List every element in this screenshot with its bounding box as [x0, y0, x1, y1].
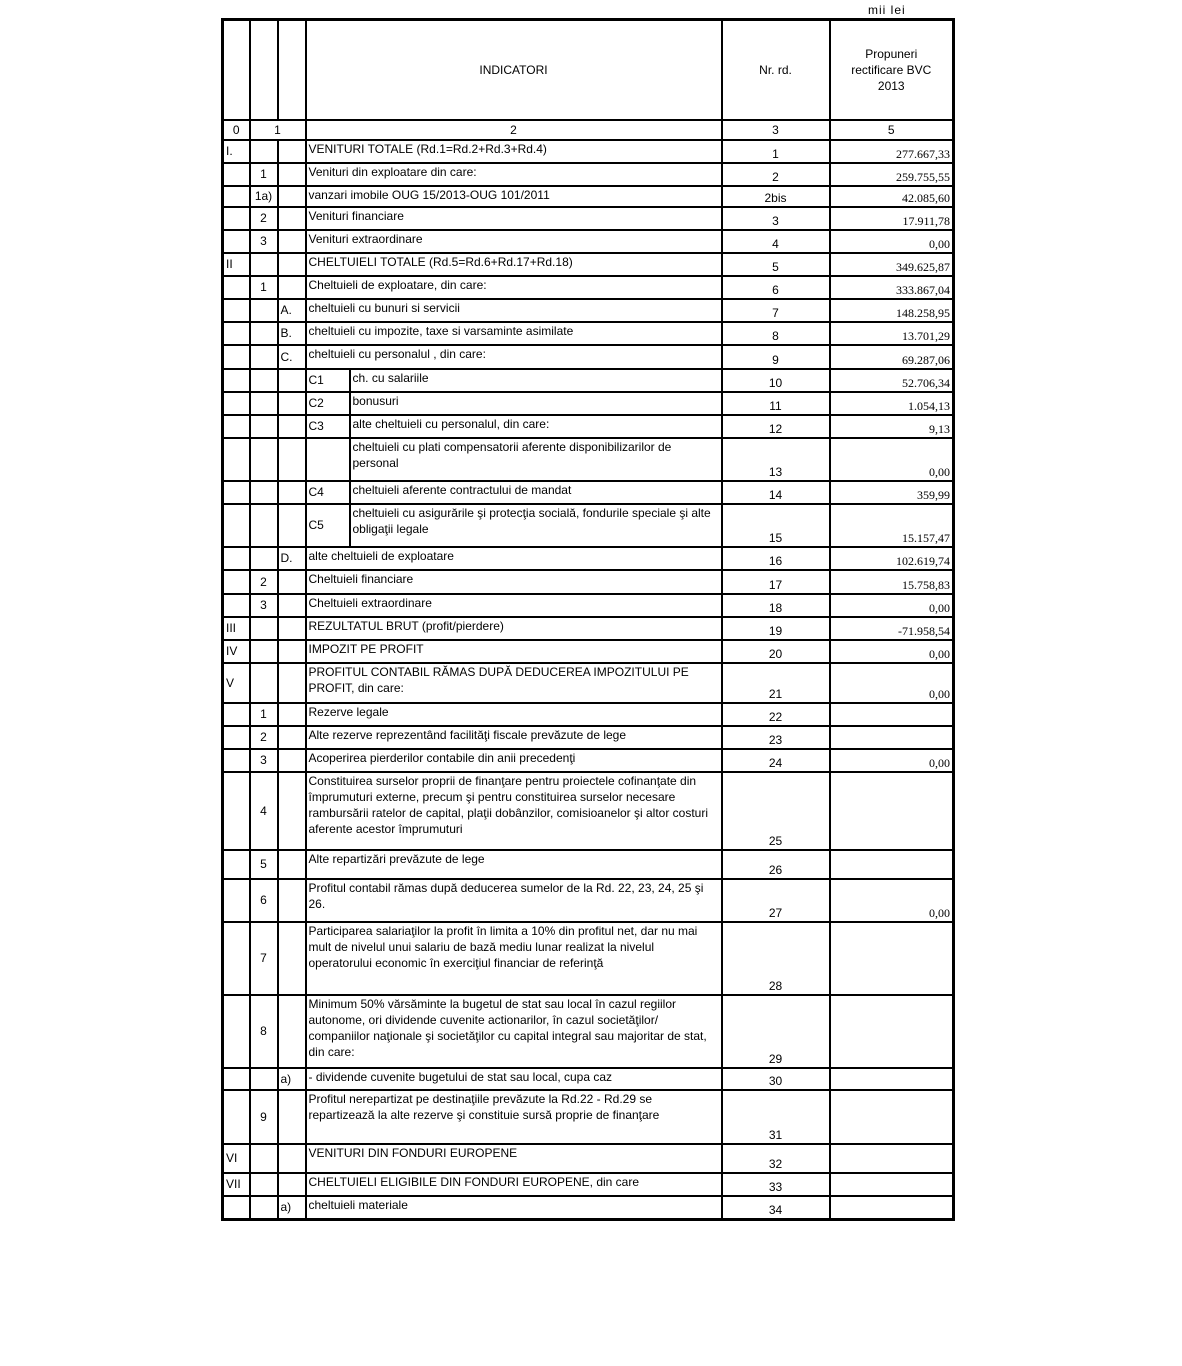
column-number: 5 [830, 120, 954, 140]
row-number-cell: 2bis [722, 186, 830, 207]
value-cell: 349.625,87 [830, 253, 954, 276]
section-number-cell [223, 276, 250, 299]
item-number-cell [250, 1068, 278, 1090]
section-number-cell [223, 1090, 250, 1144]
table-row [223, 504, 954, 547]
subitem-letter-cell [278, 163, 306, 186]
row-number-cell: 33 [722, 1173, 830, 1196]
item-number-cell [250, 547, 278, 570]
section-number-cell [223, 995, 250, 1068]
subitem-letter-cell: a) [278, 1196, 306, 1220]
value-cell: -71.958,54 [830, 617, 954, 640]
indicator-text-cell: Alte repartizări prevăzute de lege [306, 850, 722, 879]
item-number-cell: 9 [250, 1090, 278, 1144]
table-row [223, 392, 954, 415]
subitem-letter-cell [278, 703, 306, 726]
section-number-cell [223, 504, 250, 547]
section-number-cell [223, 345, 250, 369]
header-indicators: INDICATORI [306, 20, 722, 120]
indicator-text-cell: cheltuieli cu impozite, taxe si varsaminte asimilate [306, 322, 722, 345]
table-row [223, 481, 954, 504]
value-cell: 0,00 [830, 879, 954, 922]
table-row [223, 1090, 954, 1144]
indicator-text-cell: Minimum 50% vărsăminte la bugetul de stat sau local în cazul regiilor autonome, ori dividende cuvenite actionarilor, în cazul societăţilor/ companiilor naţionale şi societăţilor cu capital integral sau majoritar de stat, din care: [306, 995, 722, 1068]
row-number-cell: 28 [722, 922, 830, 995]
subitem-letter-cell [278, 749, 306, 772]
row-number-cell: 14 [722, 481, 830, 504]
value-cell: 0,00 [830, 663, 954, 703]
row-number-cell: 16 [722, 547, 830, 570]
subitem-letter-cell: A. [278, 299, 306, 322]
section-number-cell: I. [223, 140, 250, 163]
subitem-letter-cell [278, 922, 306, 995]
subitem-letter-cell [278, 230, 306, 253]
section-number-cell: VII [223, 1173, 250, 1196]
subitem-letter-cell [278, 438, 306, 481]
row-number-cell: 29 [722, 995, 830, 1068]
sub-code-cell: C2 [306, 392, 350, 415]
item-number-cell [250, 640, 278, 663]
value-cell: 69.287,06 [830, 345, 954, 369]
row-number-cell: 2 [722, 163, 830, 186]
section-number-cell [223, 1068, 250, 1090]
section-number-cell [223, 547, 250, 570]
subitem-letter-cell [278, 617, 306, 640]
value-cell [830, 995, 954, 1068]
section-number-cell [223, 207, 250, 230]
column-number: 1 [250, 120, 306, 140]
indicator-text-cell: Participarea salariaţilor la profit în limita a 10% din profitul net, dar nu mai mult de nivelul unui salariu de bază mediu lunar realizat la nivelul operatorului economic în exerciţiul financiar de referinţă [306, 922, 722, 995]
value-cell [830, 726, 954, 749]
value-cell [830, 772, 954, 850]
table-row [223, 570, 954, 594]
row-number-cell: 15 [722, 504, 830, 547]
indicator-text-cell: IMPOZIT PE PROFIT [306, 640, 722, 663]
indicator-text-cell: CHELTUIELI TOTALE (Rd.5=Rd.6+Rd.17+Rd.18) [306, 253, 722, 276]
subitem-letter-cell [278, 207, 306, 230]
section-number-cell [223, 392, 250, 415]
indicator-text-cell: CHELTUIELI ELIGIBILE DIN FONDURI EUROPENE, din care [306, 1173, 722, 1196]
table-row [223, 1173, 954, 1196]
table-row [223, 207, 954, 230]
section-number-cell [223, 922, 250, 995]
table-row [223, 253, 954, 276]
indicator-text-cell: Acoperirea pierderilor contabile din anii precedenţi [306, 749, 722, 772]
item-number-cell: 5 [250, 850, 278, 879]
value-cell [830, 703, 954, 726]
item-number-cell: 2 [250, 726, 278, 749]
section-number-cell [223, 879, 250, 922]
table-row [223, 547, 954, 570]
value-cell [830, 1173, 954, 1196]
value-cell: 0,00 [830, 230, 954, 253]
column-number: 3 [722, 120, 830, 140]
header-blank-2 [278, 20, 306, 120]
row-number-cell: 17 [722, 570, 830, 594]
row-number-cell: 30 [722, 1068, 830, 1090]
table-row [223, 299, 954, 322]
header-blank-0 [223, 20, 250, 120]
indicator-text-cell: Rezerve legale [306, 703, 722, 726]
table-row [223, 322, 954, 345]
section-number-cell: V [223, 663, 250, 703]
item-number-cell [250, 481, 278, 504]
section-number-cell [223, 163, 250, 186]
subitem-letter-cell [278, 504, 306, 547]
row-number-cell: 20 [722, 640, 830, 663]
value-cell: 42.085,60 [830, 186, 954, 207]
item-number-cell: 3 [250, 749, 278, 772]
subitem-letter-cell [278, 879, 306, 922]
table-row [223, 276, 954, 299]
table-row [223, 772, 954, 850]
subitem-letter-cell [278, 481, 306, 504]
subitem-letter-cell [278, 570, 306, 594]
indicator-text-cell: ch. cu salariile [350, 369, 722, 392]
sub-code-cell: C1 [306, 369, 350, 392]
item-number-cell: 1 [250, 163, 278, 186]
table-row [223, 345, 954, 369]
value-cell: 277.667,33 [830, 140, 954, 163]
item-number-cell [250, 253, 278, 276]
header-blank-1 [250, 20, 278, 120]
indicator-text-cell: vanzari imobile OUG 15/2013-OUG 101/2011 [306, 186, 722, 207]
item-number-cell: 6 [250, 879, 278, 922]
indicator-text-cell: Alte rezerve reprezentând facilităţi fiscale prevăzute de lege [306, 726, 722, 749]
row-number-cell: 4 [722, 230, 830, 253]
subitem-letter-cell [278, 772, 306, 850]
item-number-cell [250, 369, 278, 392]
row-number-cell: 7 [722, 299, 830, 322]
sub-code-cell [306, 438, 350, 481]
section-number-cell [223, 726, 250, 749]
table-row [223, 1068, 954, 1090]
table-row [223, 995, 954, 1068]
section-number-cell: II [223, 253, 250, 276]
table-row [223, 703, 954, 726]
subitem-letter-cell [278, 186, 306, 207]
item-number-cell [250, 663, 278, 703]
item-number-cell [250, 140, 278, 163]
value-cell: 148.258,95 [830, 299, 954, 322]
indicator-text-cell: VENITURI TOTALE (Rd.1=Rd.2+Rd.3+Rd.4) [306, 140, 722, 163]
indicator-text-cell: cheltuieli cu plati compensatorii aferente disponibilizarilor de personal [350, 438, 722, 481]
subitem-letter-cell [278, 726, 306, 749]
subitem-letter-cell [278, 1090, 306, 1144]
row-number-cell: 32 [722, 1144, 830, 1173]
item-number-cell: 4 [250, 772, 278, 850]
section-number-cell [223, 186, 250, 207]
indicator-text-cell: Profitul contabil rămas după deducerea sumelor de la Rd. 22, 23, 24, 25 şi 26. [306, 879, 722, 922]
subitem-letter-cell: D. [278, 547, 306, 570]
indicator-text-cell: - dividende cuvenite bugetului de stat sau local, cupa caz [306, 1068, 722, 1090]
sub-code-cell: C3 [306, 415, 350, 438]
item-number-cell [250, 504, 278, 547]
section-number-cell [223, 415, 250, 438]
section-number-cell [223, 481, 250, 504]
value-cell: 1.054,13 [830, 392, 954, 415]
subitem-letter-cell: C. [278, 345, 306, 369]
value-cell [830, 1090, 954, 1144]
subitem-letter-cell: B. [278, 322, 306, 345]
value-cell [830, 1068, 954, 1090]
header-row-number: Nr. rd. [722, 20, 830, 120]
table-row [223, 415, 954, 438]
value-cell: 0,00 [830, 594, 954, 617]
row-number-cell: 3 [722, 207, 830, 230]
subitem-letter-cell [278, 1144, 306, 1173]
section-number-cell [223, 594, 250, 617]
value-cell [830, 850, 954, 879]
sub-code-cell: C4 [306, 481, 350, 504]
item-number-cell: 1a) [250, 186, 278, 207]
indicator-text-cell: Venituri din exploatare din care: [306, 163, 722, 186]
section-number-cell [223, 1196, 250, 1220]
row-number-cell: 24 [722, 749, 830, 772]
indicator-text-cell: cheltuieli cu personalul , din care: [306, 345, 722, 369]
value-cell: 13.701,29 [830, 322, 954, 345]
table-row [223, 640, 954, 663]
header-proposal: Propuneri rectificare BVC 2013 [830, 20, 954, 120]
section-number-cell: III [223, 617, 250, 640]
item-number-cell [250, 1196, 278, 1220]
indicator-text-cell: alte cheltuieli de exploatare [306, 547, 722, 570]
item-number-cell: 3 [250, 230, 278, 253]
row-number-cell: 23 [722, 726, 830, 749]
value-cell [830, 1144, 954, 1173]
item-number-cell: 2 [250, 207, 278, 230]
table-row [223, 850, 954, 879]
column-number: 0 [223, 120, 250, 140]
subitem-letter-cell [278, 594, 306, 617]
indicator-text-cell: cheltuieli materiale [306, 1196, 722, 1220]
row-number-cell: 13 [722, 438, 830, 481]
subitem-letter-cell [278, 140, 306, 163]
item-number-cell: 7 [250, 922, 278, 995]
value-cell: 333.867,04 [830, 276, 954, 299]
indicator-text-cell: Cheltuieli de exploatare, din care: [306, 276, 722, 299]
indicator-text-cell: VENITURI DIN FONDURI EUROPENE [306, 1144, 722, 1173]
value-cell: 15.758,83 [830, 570, 954, 594]
subitem-letter-cell [278, 253, 306, 276]
row-number-cell: 5 [722, 253, 830, 276]
item-number-cell: 2 [250, 570, 278, 594]
row-number-cell: 26 [722, 850, 830, 879]
indicator-text-cell: PROFITUL CONTABIL RĂMAS DUPĂ DEDUCEREA IMPOZITULUI PE PROFIT, din care: [306, 663, 722, 703]
section-number-cell [223, 438, 250, 481]
section-number-cell [223, 703, 250, 726]
section-number-cell: VI [223, 1144, 250, 1173]
indicator-text-cell: cheltuieli cu bunuri si servicii [306, 299, 722, 322]
value-cell [830, 1196, 954, 1220]
section-number-cell [223, 850, 250, 879]
row-number-cell: 31 [722, 1090, 830, 1144]
unit-note: mii lei [868, 3, 906, 17]
item-number-cell [250, 392, 278, 415]
value-cell: 0,00 [830, 749, 954, 772]
item-number-cell [250, 415, 278, 438]
table-row [223, 1144, 954, 1173]
subitem-letter-cell [278, 640, 306, 663]
value-cell: 9,13 [830, 415, 954, 438]
section-number-cell [223, 369, 250, 392]
value-cell: 359,99 [830, 481, 954, 504]
table-row [223, 879, 954, 922]
indicator-text-cell: cheltuieli cu asigurările şi protecţia socială, fondurile speciale şi alte obligaţii legale [350, 504, 722, 547]
row-number-cell: 27 [722, 879, 830, 922]
item-number-cell [250, 345, 278, 369]
value-cell: 52.706,34 [830, 369, 954, 392]
item-number-cell: 1 [250, 276, 278, 299]
value-cell: 15.157,47 [830, 504, 954, 547]
row-number-cell: 34 [722, 1196, 830, 1220]
indicator-text-cell: cheltuieli aferente contractului de mandat [350, 481, 722, 504]
value-cell: 259.755,55 [830, 163, 954, 186]
row-number-cell: 11 [722, 392, 830, 415]
subitem-letter-cell [278, 415, 306, 438]
table-row [223, 922, 954, 995]
row-number-cell: 18 [722, 594, 830, 617]
subitem-letter-cell [278, 995, 306, 1068]
value-cell: 0,00 [830, 640, 954, 663]
item-number-cell [250, 1173, 278, 1196]
row-number-cell: 22 [722, 703, 830, 726]
subitem-letter-cell [278, 850, 306, 879]
section-number-cell [223, 230, 250, 253]
row-number-cell: 9 [722, 345, 830, 369]
item-number-cell: 1 [250, 703, 278, 726]
subitem-letter-cell [278, 369, 306, 392]
budget-table-body [223, 20, 954, 1220]
row-number-cell: 8 [722, 322, 830, 345]
row-number-cell: 12 [722, 415, 830, 438]
indicator-text-cell: Venituri extraordinare [306, 230, 722, 253]
table-row [223, 594, 954, 617]
value-cell: 0,00 [830, 438, 954, 481]
table-row [223, 438, 954, 481]
row-number-cell: 1 [722, 140, 830, 163]
item-number-cell [250, 299, 278, 322]
row-number-cell: 10 [722, 369, 830, 392]
header-row [223, 20, 954, 120]
indicator-text-cell: REZULTATUL BRUT (profit/pierdere) [306, 617, 722, 640]
indicator-text-cell: Profitul nerepartizat pe destinaţiile prevăzute la Rd.22 - Rd.29 se repartizează la alte rezerve şi constituie sursă proprie de finanţare [306, 1090, 722, 1144]
indicator-text-cell: Venituri financiare [306, 207, 722, 230]
item-number-cell: 8 [250, 995, 278, 1068]
sub-code-cell: C5 [306, 504, 350, 547]
table-row [223, 140, 954, 163]
table-row [223, 163, 954, 186]
table-row [223, 663, 954, 703]
item-number-cell [250, 1144, 278, 1173]
section-number-cell [223, 299, 250, 322]
column-number-row [223, 120, 954, 140]
value-cell: 102.619,74 [830, 547, 954, 570]
subitem-letter-cell [278, 663, 306, 703]
row-number-cell: 6 [722, 276, 830, 299]
indicator-text-cell: Constituirea surselor proprii de finanţare pentru proiectele cofinanţate din împrumuturi externe, precum şi pentru constituirea surselor necesare rambursării ratelor de capital, plaţii dobânzilor, comisioanelor şi altor costuri aferente acestor împrumuturi [306, 772, 722, 850]
indicator-text-cell: alte cheltuieli cu personalul, din care: [350, 415, 722, 438]
table-row [223, 369, 954, 392]
subitem-letter-cell: a) [278, 1068, 306, 1090]
subitem-letter-cell [278, 392, 306, 415]
indicator-text-cell: bonusuri [350, 392, 722, 415]
section-number-cell [223, 772, 250, 850]
table-row [223, 726, 954, 749]
table-row [223, 1196, 954, 1220]
item-number-cell [250, 617, 278, 640]
indicator-text-cell: Cheltuieli financiare [306, 570, 722, 594]
row-number-cell: 25 [722, 772, 830, 850]
column-number: 2 [306, 120, 722, 140]
section-number-cell: IV [223, 640, 250, 663]
budget-table [221, 18, 955, 1221]
section-number-cell [223, 322, 250, 345]
row-number-cell: 19 [722, 617, 830, 640]
section-number-cell [223, 749, 250, 772]
subitem-letter-cell [278, 276, 306, 299]
row-number-cell: 21 [722, 663, 830, 703]
value-cell [830, 922, 954, 995]
table-row [223, 230, 954, 253]
item-number-cell: 3 [250, 594, 278, 617]
value-cell: 17.911,78 [830, 207, 954, 230]
item-number-cell [250, 438, 278, 481]
table-row [223, 186, 954, 207]
section-number-cell [223, 570, 250, 594]
table-row [223, 749, 954, 772]
table-row [223, 617, 954, 640]
subitem-letter-cell [278, 1173, 306, 1196]
item-number-cell [250, 322, 278, 345]
indicator-text-cell: Cheltuieli extraordinare [306, 594, 722, 617]
